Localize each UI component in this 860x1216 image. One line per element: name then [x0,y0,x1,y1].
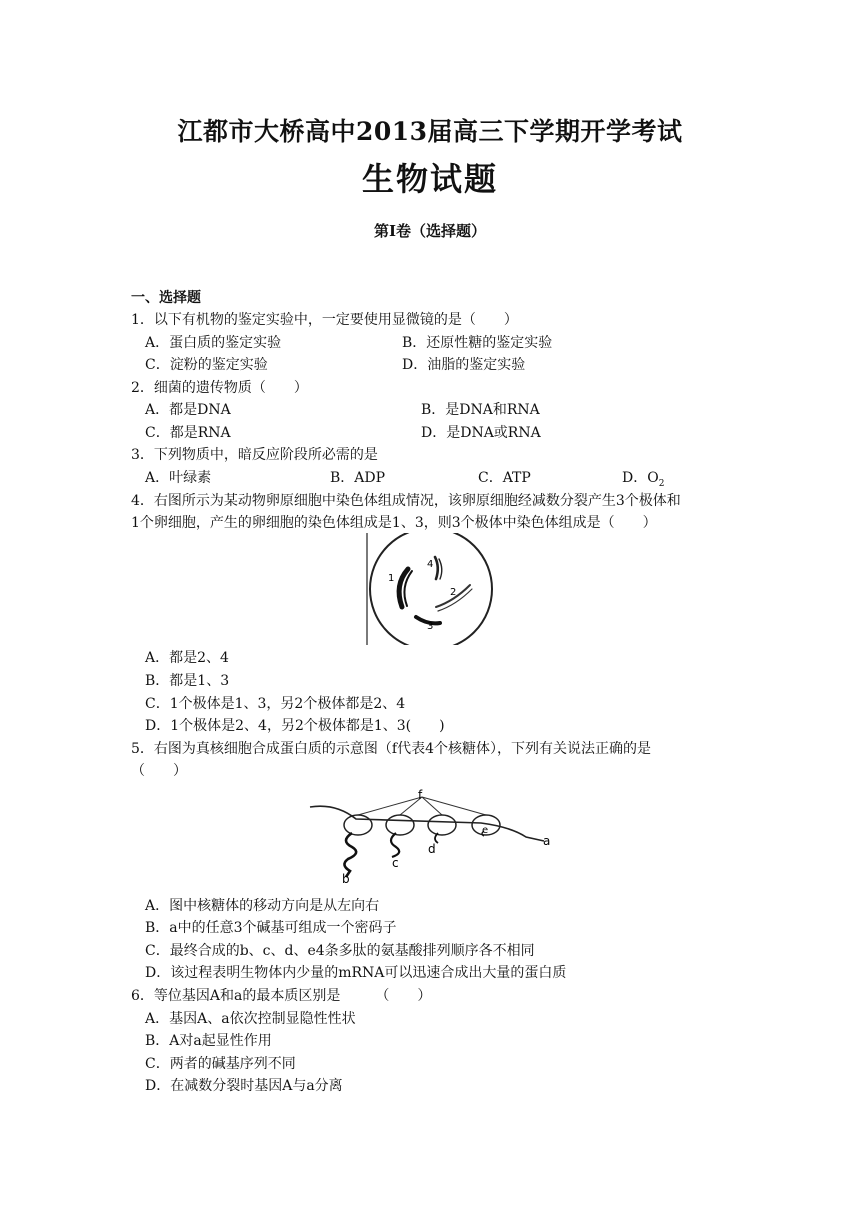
q6-stem: 6．等位基因A和a的最本质区别是 （ ） [131,988,432,1004]
label-chromosome-1: 1 [388,573,395,584]
chromosome-1 [399,569,408,607]
q3-option-d [622,468,664,494]
q5-translation-figure [306,785,556,885]
part-label: 一、选择题 [131,290,201,306]
q4-option-a: A．都是2、4 [145,650,229,666]
q2-stem: 2．细菌的遗传物质（ ） [131,380,308,396]
polypeptide-c [391,833,399,857]
q5-option-a: A．图中核糖体的移动方向是从左向右 [145,898,380,914]
q5-stem-line1: 5．右图为真核细胞合成蛋白质的示意图（f代表4个核糖体），下列有关说法正确的是 [131,741,651,757]
label-a: a [543,834,551,848]
q2-option-a: A．都是DNA [145,402,231,418]
q4-stem-line1: 4．右图所示为某动物卵原细胞中染色体组成情况，该卵原细胞经减数分裂产生3个极体和 [131,493,681,509]
label-c: c [392,856,399,870]
label-e: e [482,825,489,836]
label-chromosome-4: 4 [427,559,434,570]
q3-stem: 3．下列物质中，暗反应阶段所必需的是 [131,447,378,463]
mrna-strand [310,806,544,841]
q6-option-b: B．A对a起显性作用 [145,1033,272,1049]
q5-option-d: D．该过程表明生物体内少量的mRNA可以迅速合成出大量的蛋白质 [145,965,567,981]
q1-option-b: B．还原性糖的鉴定实验 [402,335,553,351]
q1-option-a: A．蛋白质的鉴定实验 [145,335,282,351]
label-b: b [342,872,350,885]
q4-option-c: C．1个极体是1、3，另2个极体都是2、4 [145,696,406,712]
q5-option-c: C．最终合成的b、c、d、e4条多肽的氨基酸排列顺序各不相同 [145,943,535,959]
q5-stem-line2: （ ） [131,763,187,779]
q2-option-b: B．是DNA和RNA [421,402,540,418]
label-chromosome-2: 2 [450,587,457,598]
q3-option-c: C．ATP [478,470,531,486]
ribosome-3 [428,815,456,835]
q3-option-d-subscript: 2 [658,478,665,489]
chromosome-4-chromatid [439,559,442,579]
q4-cell-figure [364,533,496,645]
chromosome-4 [435,557,438,579]
subject-title: 生物试题 [361,160,498,198]
exam-title: 江都市大桥高中2013届高三下学期开学考试 [177,117,683,146]
ribosome-1 [344,815,372,835]
q1-stem: 1．以下有机物的鉴定实验中，一定要使用显微镜的是（ ） [131,312,518,328]
q3-option-a: A．叶绿素 [145,470,212,486]
q4-option-b: B．都是1、3 [145,673,230,689]
q5-option-b: B．a中的任意3个碱基可组成一个密码子 [145,920,397,936]
polypeptide-b [344,833,356,877]
ribosome-2 [386,815,414,835]
q1-option-d: D．油脂的鉴定实验 [402,357,526,373]
q2-option-c: C．都是RNA [145,425,231,441]
q3-option-d-text: D．O [622,470,659,486]
label-chromosome-3: 3 [427,621,434,632]
section-title: 第Ⅰ卷（选择题） [373,222,487,240]
label-d: d [428,842,436,856]
q6-option-c: C．两者的碱基序列不同 [145,1056,296,1072]
f-pointer-1 [358,797,422,815]
q2-option-d: D．是DNA或RNA [421,425,541,441]
q6-option-d: D．在减数分裂时基因A与a分离 [145,1078,343,1094]
label-f: f [418,788,423,802]
q3-option-b: B．ADP [330,470,386,486]
q4-stem-line2: 1个卵细胞，产生的卵细胞的染色体组成是1、3，则3个极体中染色体组成是（ ） [131,515,657,531]
q6-option-a: A．基因A、a依次控制显隐性性状 [145,1011,356,1027]
q1-option-c: C．淀粉的鉴定实验 [145,357,268,373]
q4-option-d: D．1个极体是2、4，另2个极体都是1、3( ) [145,718,445,734]
